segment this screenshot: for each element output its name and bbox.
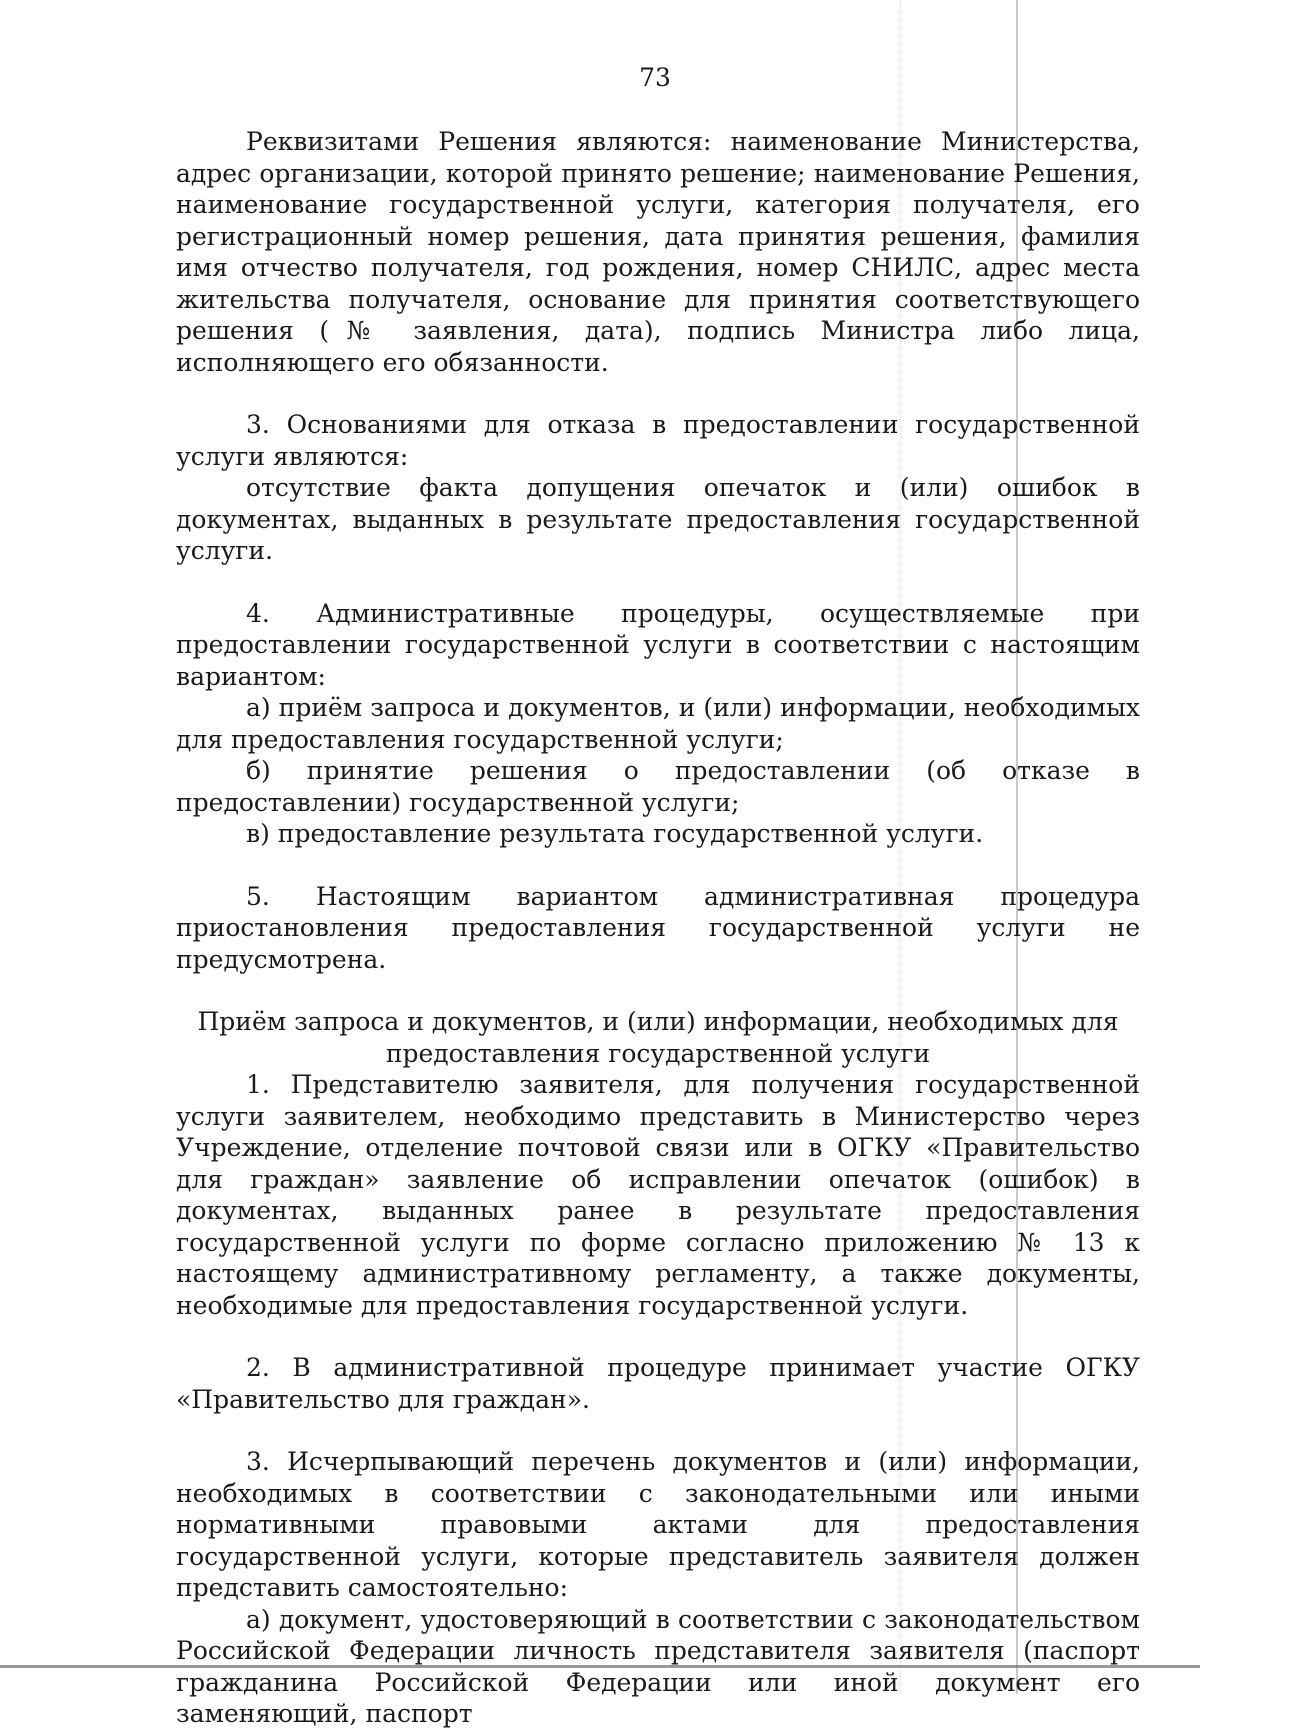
paragraph-suspension: 5. Настоящим вариантом административная процедура приостановления предоставления государственной услуги не предусмотрена. [176, 881, 1140, 974]
paragraph-procedure-b: б) принятие решения о предоставлении (об отказе в предоставлении) государственной услуги; [176, 756, 1140, 817]
paragraph-submission: 1. Представителю заявителя, для получения государственной услуги заявителем, необходимо представить в Министерство через Учреждение, отделение почтовой связи или в ОГКУ «Правительство для граждан» заявление об исправлении опечаток (ошибок) в документах, выданных ранее в результате предоставления государственной услуги по форме согласно приложению № 13 к настоящему административному регламенту, а также документы, необходимые для предоставления государственной услуги. [176, 1070, 1140, 1320]
paragraph-participation: 2. В административной процедуре принимает участие ОГКУ «Правительство для граждан». [176, 1353, 1140, 1414]
section-heading-line-2: предоставления государственной услуги [385, 1038, 931, 1068]
document-body [176, 126, 1140, 1730]
paragraph-requisites: Реквизитами Решения являются: наименование Министерства, адрес организации, которой принято решение; наименование Решения, наименование государственной услуги, категория получателя, его регистрационный номер решения, дата принятия решения, фамилия имя отчество получателя, год рождения, номер СНИЛС, адрес места жительства получателя, основание для принятия соответствующего решения (№ заявления, дата), подпись Министра либо лица, исполняющего его обязанности. [176, 127, 1140, 377]
paragraph-procedures: 4. Административные процедуры, осуществляемые при предоставлении государственной услуги в соответствии с настоящим вариантом: [176, 598, 1140, 691]
paragraph-procedure-c: в) предоставление результата государственной услуги. [246, 819, 984, 848]
paragraph-document-a: а) документ, удостоверяющий в соответствии с законодательством Российской Федерации личность представителя заявителя (паспорт гражданина Российской Федерации или иной документ его заменяющий, паспорт [176, 1604, 1140, 1728]
paragraph-refusal-item: отсутствие факта допущения опечаток и (или) ошибок в документах, выданных в результате предоставления государственной услуги. [176, 473, 1140, 565]
page-number: 73 [639, 63, 671, 92]
paragraph-procedure-a: а) приём запроса и документов, и (или) информации, необходимых для предоставления государственной услуги; [176, 693, 1140, 754]
section-heading-line-1: Приём запроса и документов, и (или) информации, необходимых для [197, 1007, 1119, 1036]
paragraph-document-list: 3. Исчерпывающий перечень документов и (или) информации, необходимых в соответствии с законодательными или иными нормативными правовыми актами для предоставления государственной услуги, которые представитель заявителя должен представить самостоятельно: [176, 1447, 1140, 1602]
paragraph-refusal-grounds: 3. Основаниями для отказа в предоставлении государственной услуги являются: [176, 410, 1140, 471]
